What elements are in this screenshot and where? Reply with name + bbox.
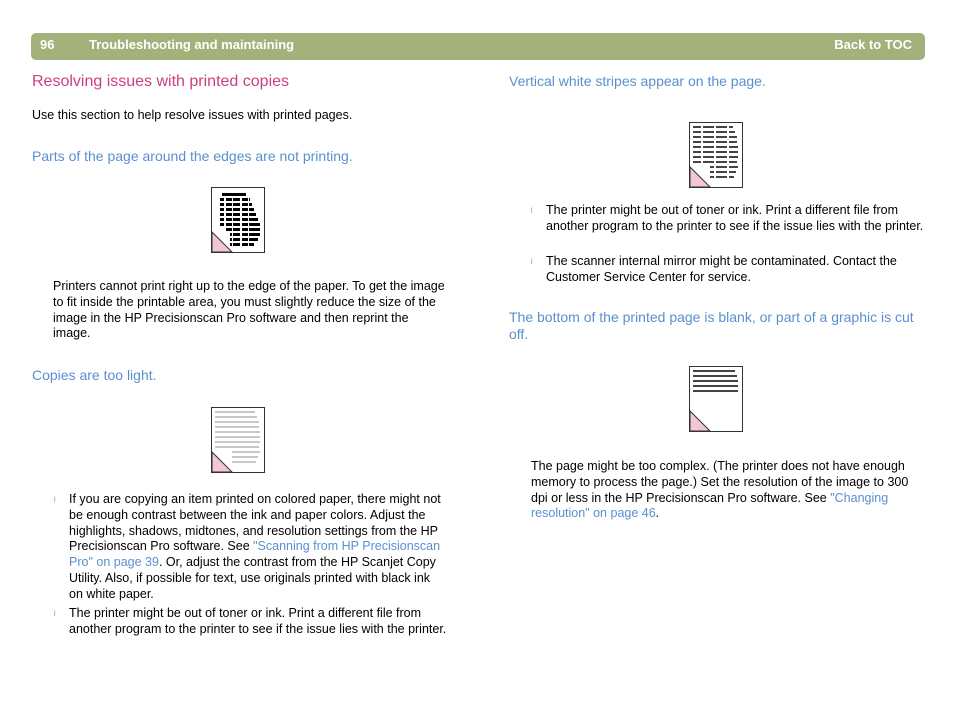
stripes-sample-image: [689, 122, 743, 188]
edges-body: Printers cannot print right up to the edge of the paper. To get the image to fit inside the printable area, you must slightly reduce the size of the image in the HP Precisionscan Pro software and then reprint the image.: [53, 279, 445, 341]
light-bullet-2: The printer might be out of toner or ink. Print a different file from another program to the printer to see if the issue lies with the printer.: [69, 606, 447, 636]
back-to-toc-link[interactable]: Back to TOC: [834, 37, 912, 52]
intro-text: Use this section to help resolve issues with printed pages.: [32, 108, 353, 122]
heading-edges: Parts of the page around the edges are not printing.: [32, 148, 353, 164]
scanning-from-precisionscan-link[interactable]: "Scanning from HP Precisionscan Pro" on page 39: [69, 539, 441, 570]
page-number: 96: [40, 37, 55, 52]
changing-resolution-link[interactable]: "Changing resolution" on page 46: [531, 490, 889, 521]
bottom-blank-body: [531, 459, 926, 522]
header-bar: [31, 33, 925, 60]
light-bullet-1: [69, 492, 447, 603]
section-title: Resolving issues with printed copies: [32, 73, 290, 90]
light-bullet-1-text-a: If you are copying an item printed on colored paper, there might not be enough contrast between the ink and paper colors. Adjust the highlights, shadows, midtones, and resolution settings from the HP Precisionscan Pro software. See: [69, 492, 441, 554]
light-sample-graphic: [212, 408, 264, 472]
chapter-title: Troubleshooting and maintaining: [89, 37, 295, 52]
stripes-sample-graphic: [690, 123, 742, 187]
bullet-marker: l: [531, 259, 533, 266]
heading-vertical-stripes: Vertical white stripes appear on the page.: [509, 73, 766, 89]
bottom-blank-text-a: The page might be too complex. (The printer does not have enough memory to process the page.) Set the resolution of the image to 300 dpi or less in the HP Precisionscan Pro software. See: [531, 459, 909, 505]
light-bullet-1-text-b: . Or, adjust the contrast from the HP Scanjet Copy Utility. Also, if possible for text, use originals printed with black ink on white paper.: [69, 555, 436, 601]
bullet-marker: l: [531, 208, 533, 215]
bottom-blank-text-b: .: [655, 506, 660, 521]
bottom-blank-sample-graphic: [690, 367, 742, 431]
heading-too-light: Copies are too light.: [32, 367, 157, 383]
stripes-bullet-1: The printer might be out of toner or ink. Print a different file from another program to the printer to see if the issue lies with the printer.: [546, 203, 924, 233]
bullet-marker: l: [54, 611, 56, 618]
bottom-blank-sample-image: [689, 366, 743, 432]
edges-sample-graphic: [212, 188, 264, 252]
bullet-marker: l: [54, 497, 56, 504]
heading-bottom-blank: The bottom of the printed page is blank, or part of a graphic is cut off.: [509, 309, 914, 342]
stripes-bullet-2: The scanner internal mirror might be contaminated. Contact the Customer Service Center for service.: [546, 254, 897, 284]
edges-sample-image: [211, 187, 265, 253]
light-sample-image: [211, 407, 265, 473]
